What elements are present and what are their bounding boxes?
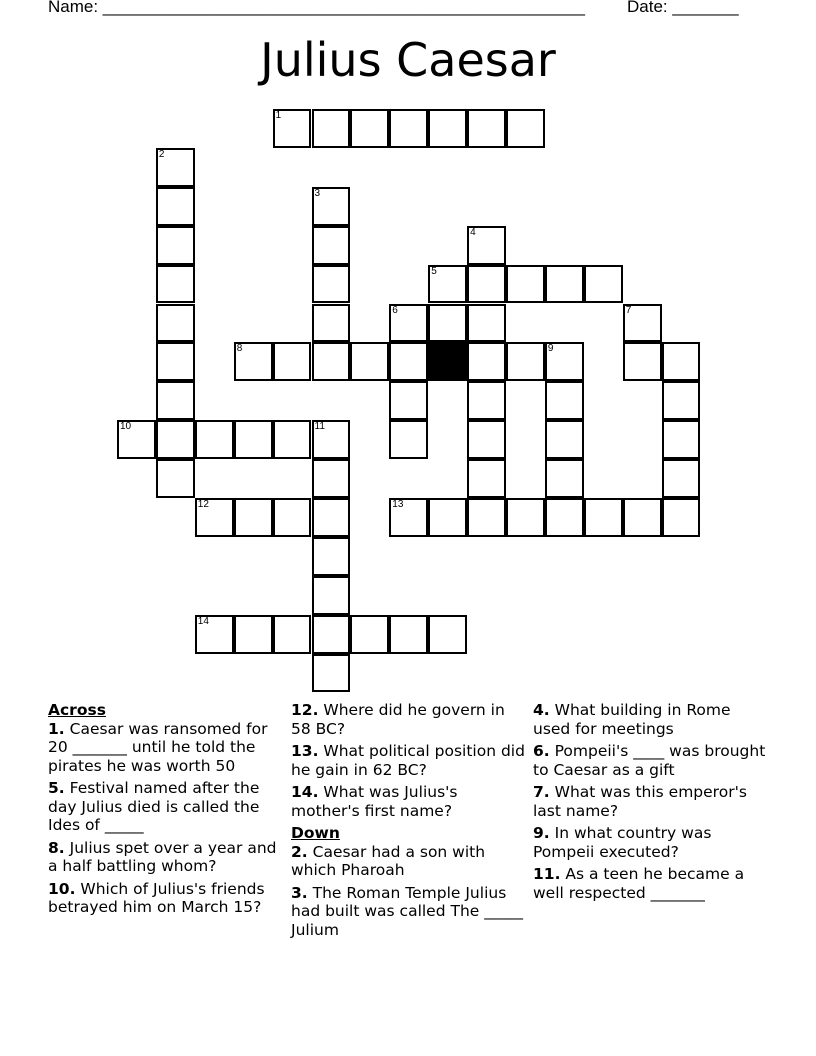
grid-cell[interactable] xyxy=(389,304,428,343)
clue-number: 4. xyxy=(533,701,550,719)
grid-cell[interactable] xyxy=(545,498,584,537)
grid-cell[interactable] xyxy=(584,498,623,537)
grid-cell[interactable] xyxy=(545,459,584,498)
cell-number: 13 xyxy=(392,499,404,510)
grid-cell[interactable] xyxy=(312,420,351,459)
clue-text: Caesar had a son with which Pharoah xyxy=(291,842,486,879)
black-cell xyxy=(428,342,467,381)
clue-text: Julius spet over a year and a half battling whom? xyxy=(48,838,277,875)
clue-across-8 xyxy=(48,839,284,876)
clue-across-5 xyxy=(48,779,284,835)
grid-cell[interactable] xyxy=(156,226,195,265)
grid-cell[interactable] xyxy=(156,148,195,187)
grid-cell[interactable] xyxy=(195,615,234,654)
grid-cell[interactable] xyxy=(467,304,506,343)
clue-across-14 xyxy=(291,783,527,820)
grid-cell[interactable] xyxy=(662,420,701,459)
clue-across-13 xyxy=(291,742,527,779)
cell-number: 10 xyxy=(120,421,132,433)
grid-cell[interactable] xyxy=(312,109,351,148)
grid-cell[interactable] xyxy=(234,342,273,381)
cell-number: 4 xyxy=(470,226,476,238)
grid-cell[interactable] xyxy=(273,342,312,381)
clue-text: Which of Julius's friends betrayed him on March 15? xyxy=(48,879,265,916)
grid-cell[interactable] xyxy=(467,459,506,498)
clue-number: 1. xyxy=(48,719,65,738)
grid-cell[interactable] xyxy=(467,420,506,459)
grid-cell[interactable] xyxy=(273,109,312,148)
clue-text: What political position did he gain in 62 BC? xyxy=(291,742,525,779)
grid-cell[interactable] xyxy=(156,420,195,459)
grid-cell[interactable] xyxy=(467,342,506,381)
grid-cell[interactable] xyxy=(662,381,701,420)
grid-cell[interactable] xyxy=(467,498,506,537)
grid-cell[interactable] xyxy=(312,654,351,693)
down-heading: Down xyxy=(291,824,340,842)
grid-cell[interactable] xyxy=(545,265,584,304)
grid-cell[interactable] xyxy=(584,265,623,304)
clue-number: 11. xyxy=(533,865,561,883)
grid-cell[interactable] xyxy=(234,615,273,654)
clue-number: 13. xyxy=(291,742,319,760)
grid-cell[interactable] xyxy=(273,420,312,459)
clue-text: What was this emperor's last name? xyxy=(533,783,747,820)
clue-down-7 xyxy=(533,783,769,820)
clue-down-6 xyxy=(533,742,769,779)
grid-cell[interactable] xyxy=(389,498,428,537)
grid-cell[interactable] xyxy=(545,342,584,381)
clue-down-9 xyxy=(533,824,769,861)
grid-cell[interactable] xyxy=(312,615,351,654)
grid-cell[interactable] xyxy=(467,226,506,265)
grid-cell[interactable] xyxy=(273,615,312,654)
grid-cell[interactable] xyxy=(506,265,545,304)
cell-number: 9 xyxy=(547,343,554,355)
page-title: Julius Caesar xyxy=(260,33,556,87)
date-field: Date: _______ xyxy=(627,0,739,16)
cell-number: 1 xyxy=(275,110,282,121)
grid-cell[interactable] xyxy=(428,615,467,654)
grid-cell[interactable] xyxy=(312,226,351,265)
grid-cell[interactable] xyxy=(312,342,351,381)
across-heading: Across xyxy=(48,701,106,719)
clue-number: 10. xyxy=(48,879,76,898)
grid-cell[interactable] xyxy=(156,459,195,498)
clues-column-3 xyxy=(533,701,769,906)
clue-across-1 xyxy=(48,720,284,776)
grid-cell[interactable] xyxy=(312,187,351,226)
grid-cell[interactable] xyxy=(623,498,662,537)
grid-cell[interactable] xyxy=(312,459,351,498)
clue-number: 6. xyxy=(533,742,550,760)
grid-cell[interactable] xyxy=(273,498,312,537)
grid-cell[interactable] xyxy=(234,498,273,537)
grid-cell[interactable] xyxy=(467,109,506,148)
clue-down-11 xyxy=(533,865,769,902)
grid-cell[interactable] xyxy=(467,381,506,420)
clue-number: 12. xyxy=(291,701,319,719)
grid-cell[interactable] xyxy=(506,498,545,537)
grid-cell[interactable] xyxy=(389,615,428,654)
clue-text: The Roman Temple Julius had built was called The _____ Julium xyxy=(291,883,523,939)
clue-number: 2. xyxy=(291,842,308,861)
clue-text: What building in Rome used for meetings xyxy=(533,701,731,738)
clue-text: What was Julius's mother's first name? xyxy=(291,783,458,820)
grid-cell[interactable] xyxy=(156,342,195,381)
grid-cell[interactable] xyxy=(234,420,273,459)
grid-cell[interactable] xyxy=(312,537,351,576)
clue-number: 3. xyxy=(291,883,308,902)
grid-cell[interactable] xyxy=(350,342,389,381)
cell-number: 3 xyxy=(314,187,321,199)
grid-cell[interactable] xyxy=(662,459,701,498)
clue-text: Where did he govern in 58 BC? xyxy=(291,701,505,738)
grid-cell[interactable] xyxy=(428,304,467,343)
clue-text: In what country was Pompeii executed? xyxy=(533,824,712,861)
grid-cell[interactable] xyxy=(312,265,351,304)
grid-cell[interactable] xyxy=(623,342,662,381)
clue-number: 14. xyxy=(291,783,319,801)
clue-down-2 xyxy=(291,843,527,880)
grid-cell[interactable] xyxy=(156,265,195,304)
cell-number: 2 xyxy=(158,148,165,160)
grid-cell[interactable] xyxy=(506,109,545,148)
clue-number: 8. xyxy=(48,838,65,857)
cell-number: 5 xyxy=(431,265,437,277)
clue-down-3 xyxy=(291,884,527,940)
grid-cell[interactable] xyxy=(389,420,428,459)
grid-cell[interactable] xyxy=(389,109,428,148)
grid-cell[interactable] xyxy=(312,304,351,343)
clue-across-12 xyxy=(291,701,527,738)
cell-number: 8 xyxy=(236,343,243,355)
clue-number: 5. xyxy=(48,779,65,797)
clue-text: Pompeii's ____ was brought to Caesar as a gift xyxy=(533,742,766,779)
clue-down-4 xyxy=(533,701,769,738)
clue-number: 7. xyxy=(533,783,550,801)
cell-number: 11 xyxy=(314,421,325,433)
grid-cell[interactable] xyxy=(662,342,701,381)
clues-column-2 xyxy=(291,701,527,943)
grid-cell[interactable] xyxy=(389,381,428,420)
grid-cell[interactable] xyxy=(545,381,584,420)
grid-cell[interactable] xyxy=(467,265,506,304)
grid-cell[interactable] xyxy=(156,381,195,420)
grid-cell[interactable] xyxy=(506,342,545,381)
cell-number: 7 xyxy=(625,304,632,316)
grid-cell[interactable] xyxy=(350,109,389,148)
clue-text: Festival named after the day Julius died is called the Ides of _____ xyxy=(48,779,260,834)
name-field: Name: ___________________________________________________ xyxy=(48,0,585,16)
grid-cell[interactable] xyxy=(428,498,467,537)
cell-number: 14 xyxy=(197,615,209,627)
clues-column-1 xyxy=(48,701,284,921)
grid-cell[interactable] xyxy=(312,576,351,615)
grid-cell[interactable] xyxy=(195,498,234,537)
grid-cell[interactable] xyxy=(195,420,234,459)
clue-number: 9. xyxy=(533,824,550,842)
clue-text: Caesar was ransomed for 20 _______ until he told the pirates he was worth 50 xyxy=(48,719,268,775)
grid-cell[interactable] xyxy=(662,498,701,537)
clue-across-10 xyxy=(48,880,284,917)
grid-cell[interactable] xyxy=(545,420,584,459)
grid-cell[interactable] xyxy=(117,420,156,459)
grid-cell[interactable] xyxy=(428,109,467,148)
grid-cell[interactable] xyxy=(156,187,195,226)
cell-number: 6 xyxy=(392,304,398,316)
cell-number: 12 xyxy=(197,499,209,510)
grid-cell[interactable] xyxy=(428,265,467,304)
grid-cell[interactable] xyxy=(350,615,389,654)
grid-cell[interactable] xyxy=(156,304,195,343)
grid-cell[interactable] xyxy=(312,498,351,537)
grid-cell[interactable] xyxy=(623,304,662,343)
clue-text: As a teen he became a well respected _______ xyxy=(533,865,745,902)
grid-cell[interactable] xyxy=(389,342,428,381)
